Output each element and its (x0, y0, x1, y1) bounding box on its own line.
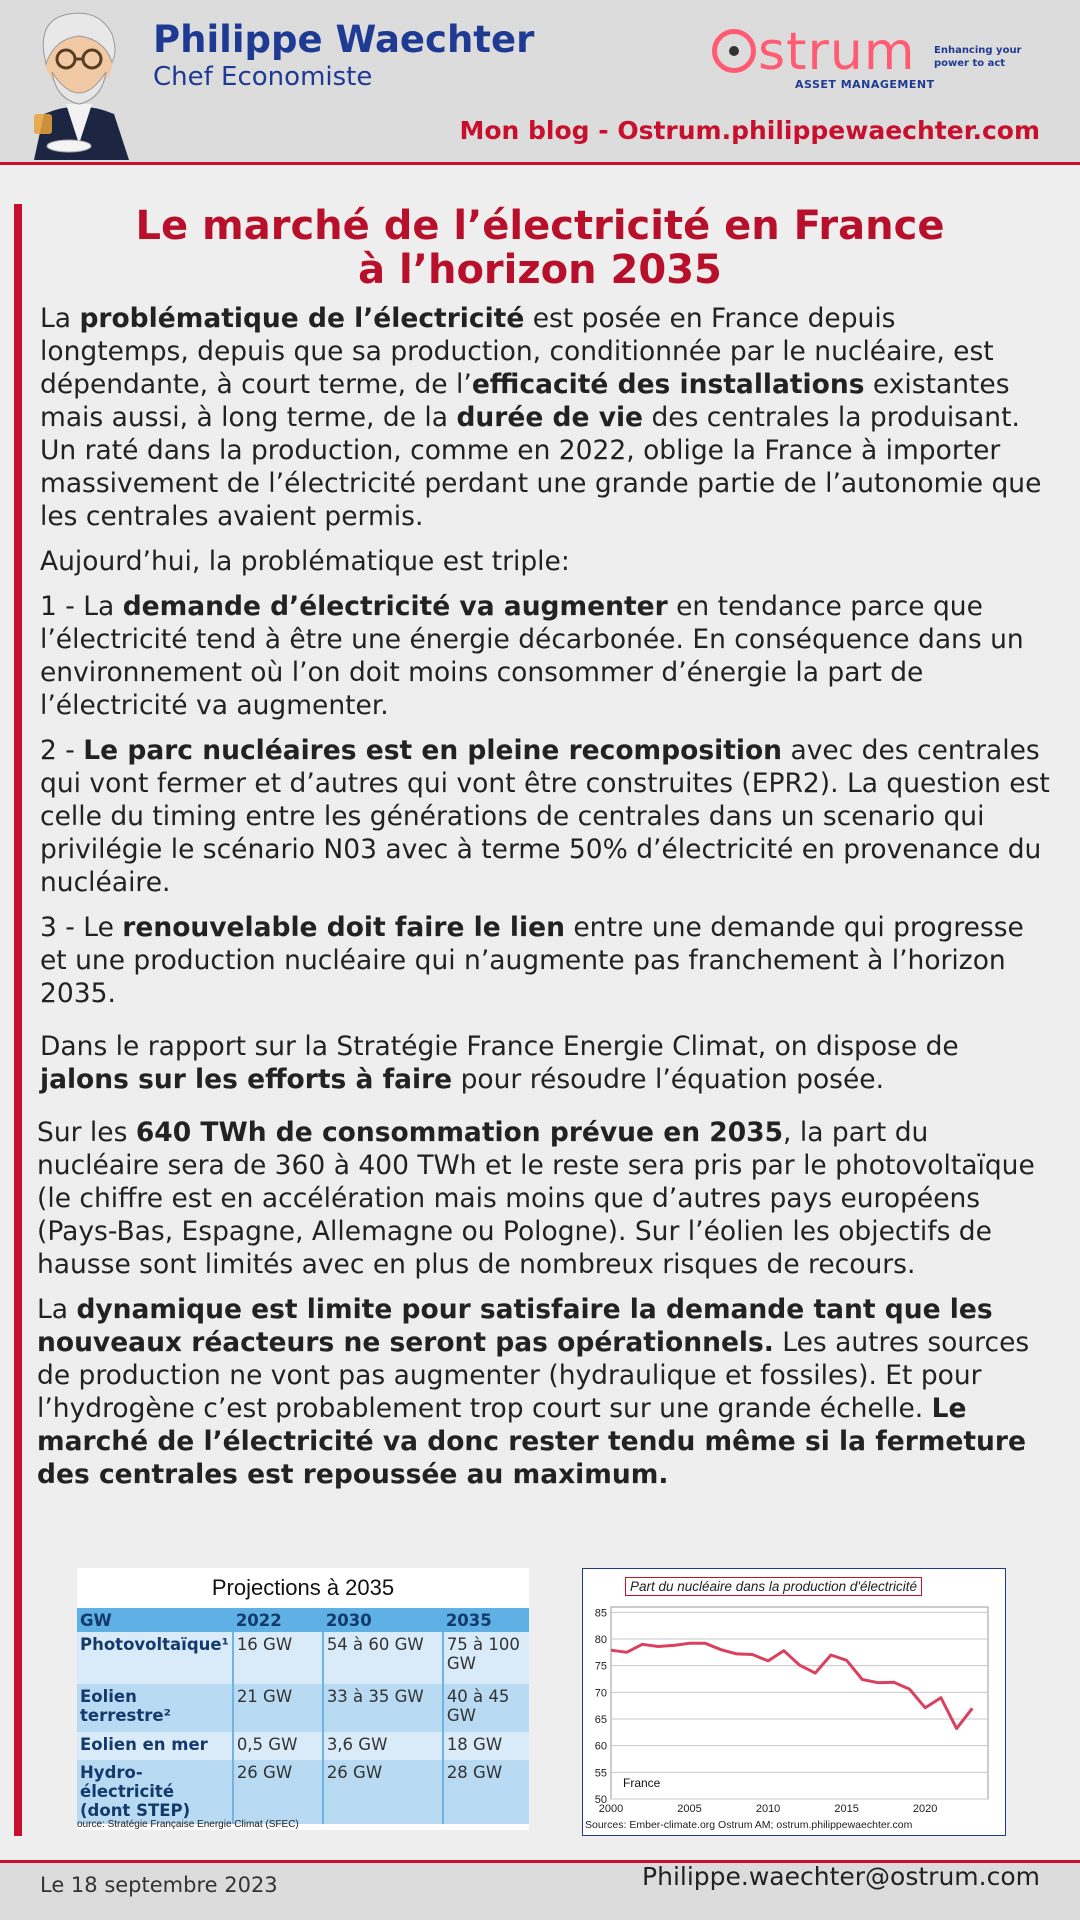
y-tick-label: 75 (594, 1660, 607, 1673)
table-cell: Eolien en mer (77, 1732, 233, 1760)
table-cell: Photovoltaïque¹ (77, 1632, 233, 1684)
paragraph: 3 - Le renouvelable doit faire le lien entre une demande qui progresse et une production nucléaire qui n’augmente pas franchement à l’horizon 2035. (40, 912, 1024, 1009)
chart-svg (583, 1569, 1005, 1819)
table-source: ource: Stratégie Française Energie Climat (SFEC) (77, 1819, 299, 1830)
table-header-cell: GW (77, 1608, 233, 1632)
table-header-cell: 2030 (323, 1608, 443, 1632)
article-title (60, 204, 1020, 292)
logo-subtitle: ASSET MANAGEMENT (795, 78, 935, 91)
x-tick-label: 2010 (755, 1803, 781, 1815)
y-tick-label: 85 (594, 1607, 607, 1620)
table-row (77, 1684, 529, 1732)
ostrum-logo (712, 22, 915, 82)
paragraph: La dynamique est limite pour satisfaire la demande tant que les nouveaux réacteurs ne seront pas opérationnels. Les autres sources de production ne vont pas augmenter (hydraulique et fossiles). Et pour l’hydrogène c’est probablement trop court sur une grande échelle. Le marché de l’électricité va donc rester tendu même si la fermeture des centrales est repoussée au maximum. (37, 1294, 1030, 1490)
table-cell: Hydro-électricité (dont STEP) (77, 1760, 233, 1824)
nuclear-share-chart (582, 1568, 1006, 1836)
x-tick-label: 2020 (912, 1803, 938, 1815)
table-cell: 75 à 100 GW (443, 1632, 529, 1684)
table-cell: 33 à 35 GW (323, 1684, 443, 1732)
author-role: Chef Economiste (153, 62, 373, 92)
y-tick-label: 55 (594, 1767, 607, 1780)
table-title: Projections à 2035 (211, 1575, 395, 1600)
title-line-1: Le marché de l’électricité en France (135, 203, 945, 249)
chart-title: Part du nucléaire dans la production d'électricité (625, 1577, 922, 1596)
table-cell: Eolien terrestre² (77, 1684, 233, 1732)
projections-table-card (77, 1568, 529, 1830)
left-accent-bar (14, 204, 22, 1836)
logo-text: strum (758, 22, 916, 82)
y-tick-label: 60 (594, 1740, 607, 1753)
blog-link[interactable]: Mon blog - Ostrum.philippewaechter.com (459, 116, 1040, 145)
author-name: Philippe Waechter (153, 18, 535, 61)
author-email[interactable]: Philippe.waechter@ostrum.com (642, 1862, 1040, 1891)
table-cell: 16 GW (233, 1632, 323, 1684)
logo-tagline: Enhancing your power to act (934, 45, 1022, 69)
y-tick-label: 65 (594, 1714, 607, 1726)
paragraph: 1 - La demande d’électricité va augmenter en tendance parce que l’électricité tend à être une énergie décarbonée. En conséquence dans un environnement où l’on doit moins consommer d’énergie la part de l’électricité va augmenter. (40, 591, 1024, 721)
table-header-cell: 2035 (443, 1608, 529, 1632)
header (0, 0, 1080, 165)
projections-table (77, 1608, 529, 1824)
y-tick-label: 70 (594, 1687, 607, 1700)
publication-date: Le 18 septembre 2023 (40, 1873, 278, 1897)
y-tick-label: 80 (594, 1634, 607, 1646)
table-cell: 28 GW (443, 1760, 529, 1824)
table-cell: 40 à 45 GW (443, 1684, 529, 1732)
table-header-cell: 2022 (233, 1608, 323, 1632)
table-cell: 3,6 GW (323, 1732, 443, 1760)
paragraph: La problématique de l’électricité est posée en France depuis longtemps, depuis que sa production, conditionnée par le nucléaire, est dépendante, à court terme, de l’efficacité des installations existantes mais aussi, à long terme, de la durée de vie des centrales la produisant. Un raté dans la production, comme en 2022, oblige la France à importer massivement de l’électricité perdant une grande partie de l’autonomie que les centrales avaient permis. (40, 303, 1042, 532)
article-body (37, 302, 1050, 1503)
paragraph: Aujourd’hui, la problématique est triple: (40, 546, 570, 577)
table-cell: 21 GW (233, 1684, 323, 1732)
table-cell: 18 GW (443, 1732, 529, 1760)
table-header-row (77, 1608, 529, 1632)
table-row (77, 1632, 529, 1684)
x-tick-label: 2000 (598, 1803, 624, 1815)
table-cell: 26 GW (233, 1760, 323, 1824)
table-cell: 54 à 60 GW (323, 1632, 443, 1684)
avatar (14, 4, 144, 160)
chart-source: Sources: Ember-climate.org Ostrum AM; ostrum.philippewaechter.com (585, 1819, 913, 1831)
series-label-france: France (623, 1776, 661, 1790)
title-line-2: à l’horizon 2035 (358, 247, 722, 293)
table-cell: 0,5 GW (233, 1732, 323, 1760)
table-row (77, 1760, 529, 1824)
table-row (77, 1732, 529, 1760)
paragraph: Sur les 640 TWh de consommation prévue en 2035, la part du nucléaire sera de 360 à 400 TWh et le reste sera pris par le photovoltaïque (le chiffre est en accélération mais moins que d’autres pays européens (Pays-Bas, Espagne, Allemagne ou Pologne). Sur l’éolien les objectifs de hausse sont limités avec en plus de nombreux risques de recours. (37, 1117, 1035, 1280)
x-tick-label: 2015 (834, 1803, 859, 1815)
paragraph: 2 - Le parc nucléaires est en pleine recomposition avec des centrales qui vont fermer et d’autres qui vont être construites (EPR2). La question est celle du timing entre les générations de centrales dans un scenario qui privilégie le scénario N03 avec à terme 50% d’électricité en provenance du nucléaire. (40, 735, 1050, 898)
paragraph: Dans le rapport sur la Stratégie France Energie Climat, on dispose de jalons sur les efforts à faire pour résoudre l’équation posée. (40, 1031, 959, 1095)
x-tick-label: 2005 (677, 1803, 702, 1815)
table-cell: 26 GW (323, 1760, 443, 1824)
y-tick-label: 50 (594, 1794, 607, 1806)
logo-ring-icon (712, 29, 756, 73)
